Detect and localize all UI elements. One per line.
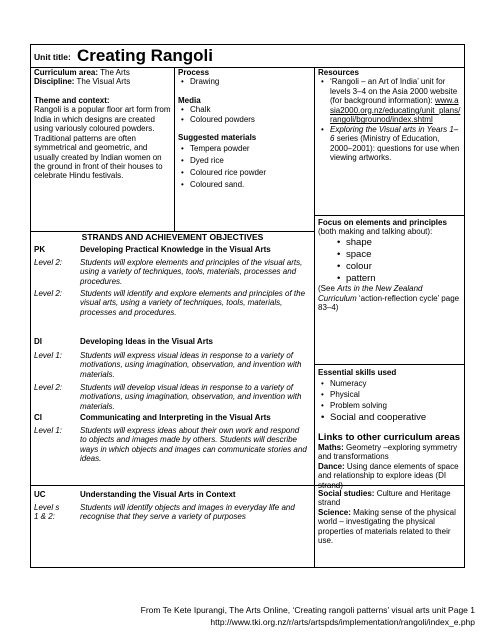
links-social-label: Social studies: bbox=[318, 489, 375, 498]
resource-item bbox=[330, 77, 461, 124]
links-dance-label: Dance: bbox=[318, 461, 345, 471]
links-social bbox=[318, 489, 460, 508]
resource-item bbox=[330, 125, 461, 163]
links-maths bbox=[318, 443, 460, 462]
skill-item: • Social and cooperative bbox=[330, 412, 460, 425]
process-item: • Drawing bbox=[190, 77, 311, 86]
media-item: • Chalk bbox=[190, 105, 311, 114]
strand-level: Level 1: bbox=[34, 351, 63, 360]
strand-code-uc: UC bbox=[34, 490, 46, 499]
strand-objective: Students will explore elements and principles of the visual arts, using a variety of techniques, tools, materials, processes and procedures. bbox=[80, 258, 303, 286]
materials-item: • Tempera powder bbox=[190, 143, 311, 155]
media-item: • Coloured powders bbox=[190, 115, 311, 124]
materials-item: • Coloured sand. bbox=[190, 179, 311, 191]
resource-item-title: Exploring the Visual arts in Years 1–6 bbox=[330, 124, 459, 144]
strands-title: STRANDS AND ACHIEVEMENT OBJECTIVES bbox=[81, 232, 264, 242]
footer-source: From Te Kete Ipurangi, The Arts Online, ‘Creating rangoli patterns’ visual arts unit Page 1 bbox=[140, 605, 475, 615]
strand-level: Level s 1 & 2: bbox=[34, 503, 60, 522]
theme-text: Rangoli is a popular floor art form from India in which designs are created using variously coloured powders. Traditional patterns are often symmetrical and geometric, and usually created by Indian women on the ground in front of their houses to celebrate Hindu festivals. bbox=[34, 105, 171, 181]
curriculum-area-value: The Arts bbox=[100, 68, 130, 77]
unit-title-label: Unit title: bbox=[34, 52, 71, 62]
process-cell bbox=[175, 67, 314, 192]
strand-objective: Students will identify objects and images in everyday life and recognise that they serve a variety of purposes bbox=[80, 503, 295, 522]
skill-item: • Problem solving bbox=[330, 401, 460, 412]
discipline-label: Discipline: bbox=[34, 77, 75, 87]
links-maths-label: Maths: bbox=[318, 442, 344, 452]
materials-item: • Coloured rice powder bbox=[190, 167, 311, 179]
focus-subheading: (both making and talking about): bbox=[318, 227, 433, 237]
strand-objective: Students will express ideas about their own work and respond to objects and images made by others. Students will describe ways in which objects and images can communicate stories and ideas. bbox=[80, 426, 307, 464]
strand-heading-di: Developing Ideas in the Visual Arts bbox=[80, 337, 213, 346]
focus-note-suffix: ‘action-reflection cycle’ page 83–4) bbox=[318, 293, 460, 313]
focus-note-prefix: (See bbox=[318, 284, 338, 294]
links-social-text: Culture and Heritage strand bbox=[318, 489, 451, 508]
focus-item: • shape bbox=[346, 237, 460, 249]
strand-code-ci: CI bbox=[34, 413, 42, 422]
strand-level: Level 2: bbox=[34, 289, 63, 298]
links-dance-text: Using dance elements of space and relationship to explore ideas (DI strand) bbox=[318, 461, 459, 490]
focus-item: • space bbox=[346, 249, 460, 261]
footer-url[interactable]: http://www.tki.org.nz/r/arts/artspds/implementation/rangoli/index_e.php bbox=[210, 617, 475, 627]
focus-note-title: Arts in the New Zealand Curriculum bbox=[318, 284, 423, 303]
links-science-text: Making sense of the physical world – investigating the physical properties of materials related to their use. bbox=[318, 507, 456, 546]
divider-resources-focus bbox=[314, 215, 464, 216]
skills-cell bbox=[318, 368, 460, 490]
media-heading: Media bbox=[178, 95, 201, 105]
strand-heading-ci: Communicating and Interpreting in the Visual Arts bbox=[80, 413, 271, 422]
resource-link[interactable]: www.asia2000.org.nz/educating/unit_plans/rangoli/bgrounod/index.shtml bbox=[330, 96, 461, 125]
unit-plan-table bbox=[30, 44, 465, 568]
links-science bbox=[318, 508, 460, 546]
strand-objective: Students will express visual ideas in response to a variety of motivations, using imagination, observation, and invention with materials. bbox=[80, 351, 302, 379]
strand-objective: Students will identify and explore elements and principles of the visual arts, using a variety of techniques, tools, materials, processes and procedures. bbox=[80, 289, 306, 317]
strand-heading-pk: Developing Practical Knowledge in the Visual Arts bbox=[80, 245, 271, 254]
curriculum-area-label: Curriculum area: bbox=[34, 68, 99, 77]
skill-item: • Numeracy bbox=[330, 379, 460, 390]
links-cont-cell bbox=[318, 489, 460, 546]
links-dance bbox=[318, 462, 460, 490]
resource-item-text: ‘Rangoli – an Art of India’ unit for levels 3–4 on the Asia 2000 website (for background information): bbox=[330, 77, 458, 106]
focus-item: • colour bbox=[346, 261, 460, 273]
process-heading: Process bbox=[178, 68, 210, 77]
resources-cell bbox=[315, 67, 464, 163]
focus-cell bbox=[318, 218, 460, 313]
focus-item: • pattern bbox=[346, 273, 460, 285]
strand-code-di: DI bbox=[34, 337, 42, 346]
strand-level: Level 1: bbox=[34, 426, 63, 435]
links-heading: Links to other curriculum areas bbox=[318, 431, 461, 443]
divider-focus-skills bbox=[314, 364, 464, 365]
unit-title: Creating Rangoli bbox=[77, 46, 214, 65]
title-row bbox=[31, 45, 464, 68]
strand-heading-uc: Understanding the Visual Arts in Context bbox=[80, 490, 236, 499]
links-science-label: Science: bbox=[318, 507, 351, 517]
skill-item: • Physical bbox=[330, 390, 460, 401]
materials-heading: Suggested materials bbox=[178, 133, 257, 143]
resources-heading: Resources bbox=[318, 68, 359, 77]
skills-heading: Essential skills used bbox=[318, 368, 397, 377]
discipline-value: The Visual Arts bbox=[76, 77, 131, 87]
theme-heading: Theme and context: bbox=[34, 95, 110, 105]
strand-objective: Students will develop visual ideas in response to a variety of motivations, using imagination, observation, and invention with materials. bbox=[80, 383, 302, 411]
focus-note bbox=[318, 284, 460, 312]
strand-level: Level 2: bbox=[34, 383, 63, 392]
strand-code-pk: PK bbox=[34, 245, 46, 254]
links-maths-text: Geometry –exploring symmetry and transformations bbox=[318, 442, 458, 462]
curriculum-cell bbox=[31, 67, 174, 182]
materials-item: • Dyed rice bbox=[190, 155, 311, 167]
focus-heading: Focus on elements and principles bbox=[318, 218, 447, 227]
strand-level: Level 2: bbox=[34, 258, 63, 267]
resource-item-text: series (Ministry of Education, 2000–2001): questions for use when viewing artworks. bbox=[330, 134, 460, 162]
